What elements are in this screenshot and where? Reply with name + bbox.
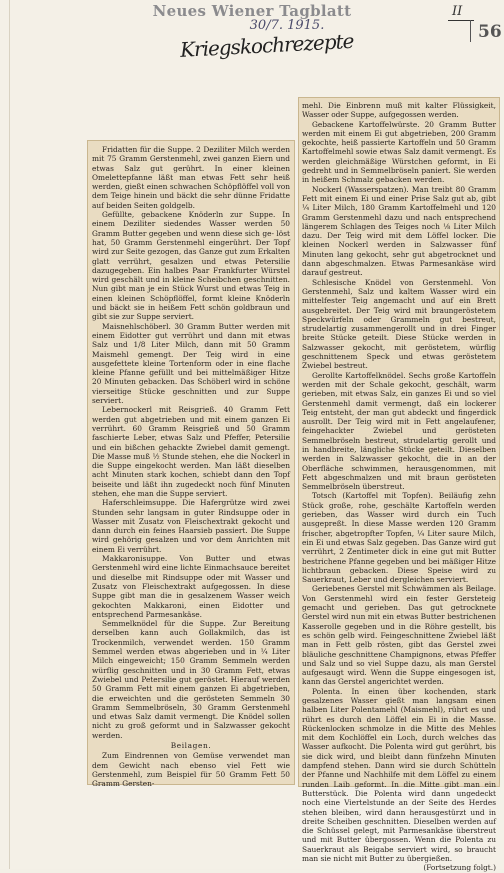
recipe-paragraph: Fridatten für die Suppe. 2 Deziliter Milch werden mit 75 Gramm Gerstenmehl, zwei ganzen Eiern und etwas Salz gut gerührt. In einer kleinen Omelettepfanne läßt man etwas Fett sehr heiß werden, gießt einen schwachen Schöpflöffel voll von dem Teige hinein und bäckt die sehr dünne Fridatte auf beiden Seiten goldgelb. bbox=[92, 145, 290, 210]
recipe-paragraph: Gebackene Kartoffelwürste. 20 Gramm Butter werden mit einem Ei gut abgetrieben, 200 Gramm gekochte, heiß passierte Kartoffeln und 50 Gramm Kartoffelmehl sowie etwas Salz damit vermengt. Es werden gleichmäßige Würstchen geformt, in Ei gedreht und in Semmelbröseln paniert. Sie werden in heißem Schmalz gebacken werden. bbox=[302, 119, 496, 185]
recipe-paragraph: mehl. Die Einbrenn muß mit kalter Flüssigkeit, Wasser oder Suppe, aufgegossen werden. bbox=[302, 101, 496, 120]
recipe-paragraph: Gerollte Kartoffelknödel. Sechs große Kartoffeln werden mit der Schale gekocht, geschält, warm gerieben, mit etwas Salz, ein ganzes Ei und so viel Gerstenmehl damit vermengt, daß ein lockerer Teig entsteht, der man gut abdeckt und fingerdick ausrollt. Der Teig wird mit in Fett angelaufener, feingehackter Zwiebel und gerösteten Semmelbröseln bestreut, strudelartig gerollt und in handbreite, längliche Stücke geteilt. Dieselben werden in Salzwasser gekocht, die in an der Oberfläche schwimmen, herausgenommen, mit Fett abgeschmalzen und mit braun gerösteten Semmelbröseln überstreut. bbox=[302, 370, 496, 492]
handwritten-date: 30/7. 1915. bbox=[249, 18, 325, 33]
masthead bbox=[152, 2, 352, 33]
binder-margin-line bbox=[9, 0, 10, 869]
recipe-paragraph: Schlesische Knödel von Gerstenmehl. Von Gerstenmehl, Salz und kaltem Wasser wird ein mittelfester Teig angemacht und auf ein Brett ausgebreitet. Der Teig wird mit braungeröstetem Speckwürfeln oder Grammeln gut bestreut, strudelartig zusammengerollt und in drei Finger breite Stücke geteilt. Diese Stücke werden in Salzwasser gekocht, mit geröstetem, würflig geschnittenem Speck und etwas geröstetem Zwiebel bestreut. bbox=[302, 277, 496, 371]
roman-numeral-mark: II bbox=[452, 4, 463, 19]
recipe-paragraph: Polenta. In einen über kochenden, stark gesalzenes Wasser gießt man langsam einen halben Liter Polentamehl (Maismehl), rührt es und rührt es durch den Löffel ein Ei in die Masse. Rückenlocken schmolze in die Mitte des Mehles mit dem Kochlöffel ein Loch, durch welches das Wasser aufkocht. Die Polenta wird gut gerührt, bis sie dick wird, und bleibt dann fünfzehn Minuten dampfend stehen. Dann wird sie durch Schütteln der Pfanne und Nachhilfe mit dem Löffel zu einem runden Laib geformt. In die Mitte gibt man ein Butterstück. Die Polenta wird dann ungedeckt noch eine Viertelstunde an der Seite des Herdes stehen bleiben, wird dann herausgestürzt und in dreite Scheiben geschnitten. Dieselben werden auf die Schüssel gelegt, mit Parmesankäse überstreut und mit Butter übergossen. Wenn die Polenta zu Sauerkraut als Beigabe serviert wird, so braucht man sie nicht mit Butter zu übergießen. bbox=[302, 686, 496, 864]
handwritten-heading: Kriegskochrezepte bbox=[179, 28, 354, 62]
section-heading: Beilagen. bbox=[170, 741, 212, 750]
continuation-note: (Fortsetzung folgt.) bbox=[423, 863, 496, 873]
recipe-paragraph: Totsch (Kartoffel mit Topfen). Beiläufig zehn Stück große, rohe, geschälte Kartoffeln werden gerieben, das Wasser wird durch ein Tuch ausgepreßt. In diese Masse werden 120 Gramm frischer, abgetropfter Topfen, ¼ Liter saure Milch, ein Ei und etwas Salz gegeben. Das Ganze wird gut verrührt, 2 Zentimeter dick in eine gut mit Butter bestrichene Pfanne gegeben und bei mäßiger Hitze lichtbraun gebacken. Diese Speise wird zu Sauerkraut, Leber und dergleichen serviert. bbox=[302, 491, 496, 585]
recipe-paragraph: Semmelknödel für die Suppe. Zur Bereitung derselben kann auch Gollakmilch, das ist Trockenmilch, verwendet werden. 150 Gramm Semmel werden etwas abgerieben und in ¼ Liter Milch eingeweicht; 150 Gramm Semmeln werden würflig geschnitten und in 30 Gramm Fett, etwas Zwiebel und Petersilie gut geröstet. Hierauf werden 50 Gramm Fett mit einem ganzen Ei abgetrieben, die erweichten und die gerösteten Semmeln 30 Gramm Semmelbröseln, 30 Gramm Gerstenmehl und etwas Salz damit vermengt. Die Knödel sollen nicht zu groß geformt und in Salzwasser gekocht werden. bbox=[92, 619, 290, 740]
recipe-paragraph: Maisnehlschöberl. 30 Gramm Butter werden mit einem Eidotter gut verrührt und dann mit etwas Salz und 1/8 Liter Milch, dann mit 50 Gramm Maismehl gemengt. Der Teig wird in eine ausgefettete kleine Tortenform oder in eine flache kleine Pfanne gefüllt und bei mittelmäßiger Hitze 20 Minuten gebacken. Das Schöberl wird in schöne vierseitige Stücke geschnitten und zur Suppe serviert. bbox=[92, 321, 290, 406]
newspaper-title: Neues Wiener Tagblatt bbox=[152, 2, 352, 20]
recipe-paragraph: Gefüllte, gebackene Knöderln zur Suppe. In einem Deziliter siedendes Wasser werden 50 Gramm Butter gegeben und wenn diese sich ge- löst hat, 50 Gramm Gerstenmehl eingerührt. Der Topf wird zur Seite gezogen, das Ganze gut zum Erkalten glatt verrührt, gesalzen und etwas Petersilie dazugegeben. Ein halbes Paar Frankfurter Würstel wird geschält und in kleine Scheibchen geschnitten. Nun gibt man je ein Stück Wurst und etwas Teig in einen kleinen Schöpflöffel, formt kleine Knöderln und bäckt sie in heißem Fett schön goldbraun und gibt sie zur Suppe serviert. bbox=[92, 210, 290, 322]
page-number-rule bbox=[470, 20, 471, 42]
recipe-paragraph: Geriebenes Gerstel mit Schwämmen als Beilage. Von Gerstenmehl wird ein fester Gersteteig gemacht und gerieben. Das gut getrocknete Gerstel wird nun mit ein etwas Butter bestrichenen Kasserolle gegeben und in die Röhre gestellt, bis es schön gelb wird. Feingeschnittene Zwiebel läßt man in Fett gelb rösten, gibt das Gerstel zwei bläuliche geschnittene Champignons, etwas Pfeffer und Salz und so viel Suppe dazu, als man Gerstel aufgesaugt wird. Wenn die Suppe eingesogen ist, kann das Gerstel angerichtet werden. bbox=[302, 584, 496, 687]
recipe-paragraph: Makkaronisuppe. Von Butter und etwas Gerstenmehl wird eine lichte Einmachsauce bereitet und dieselbe mit Rindsuppe oder mit Wasser und Zusatz von Fleischextrakt aufgegossen. In diese Suppe gibt man die in gesalzenem Wasser weich gekochten Makkaroni, einen Eidotter und entsprechend Parmesankäse. bbox=[92, 554, 290, 619]
recipe-column-left bbox=[92, 145, 290, 788]
recipe-paragraph: Nockerl (Wasserspatzen). Man treibt 80 Gramm Fett mit einem Ei und einer Prise Salz gut ab, gibt ¼ Liter Milch, 180 Gramm Kartoffelmehl und 120 Gramm Gerstenmehl dazu und nach entsprechend längerem Schlagen des Teiges noch ⅛ Liter Milch dazu. Der Teig wird mit dem Löffel locker. Die kleinen Nockerl werden in Salzwasser fünf Minuten lang gekocht, sehr gut abgetrocknet und dann abgeschmalzen. Etwas Parmesankäse wird darauf gestreut. bbox=[302, 184, 496, 278]
recipe-paragraph: Lebernockerl mit Reisgrieß. 40 Gramm Fett werden gut abgetrieben und mit einem ganzen Ei verrührt. 60 Gramm Reisgrieß und 50 Gramm faschierte Leber, etwas Salz und Pfeffer, Petersilie und ein bißchen gehackte Zwiebel damit gemengt. Die Masse muß ½ Stunde stehen, ehe die Nockerl in die Suppe eingekocht werden. Man läßt dieselben acht Minuten stark kochen, schiebt dann den Topf beiseite und läßt ihn zugedeckt noch fünf Minuten stehen, ehe man die Suppe serviert. bbox=[92, 405, 290, 498]
recipe-paragraph: Haferschleimsuppe. Die Hafergrütze wird zwei Stunden sehr langsam in guter Rindsuppe oder in Wasser mit Zusatz von Fleischextrakt gekocht und dann durch ein feines Haarsieb passiert. Die Suppe wird gehörig gesalzen und vor dem Anrichten mit einem Ei verrührt. bbox=[92, 498, 290, 554]
recipe-column-right bbox=[302, 101, 496, 873]
page-number: 56 bbox=[478, 22, 502, 42]
recipe-paragraph: Zum Eindrennen von Gemüse verwendet man dem Gewicht nach ebenso viel Fett wie Gerstenmehl, zum Beispiel für 50 Gramm Fett 50 Gramm Gersten- bbox=[92, 751, 290, 789]
